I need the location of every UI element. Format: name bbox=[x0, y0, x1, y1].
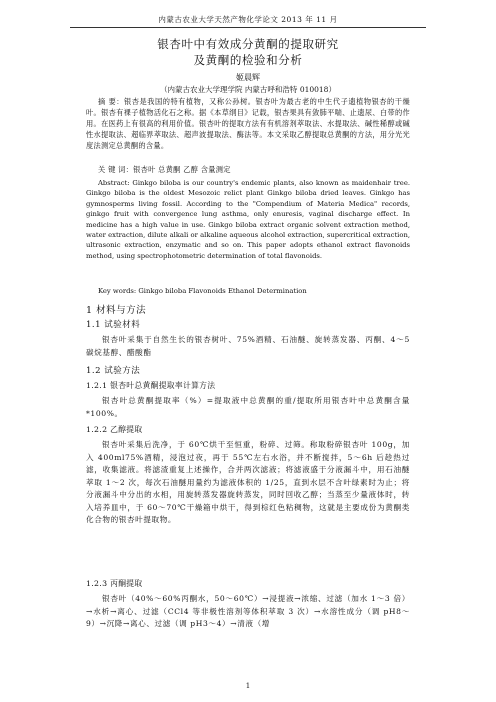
section-heading-1: 1 材料与方法 bbox=[86, 305, 147, 316]
keywords-english: Key words: Ginkgo biloba Flavonoids Ethanol Determination bbox=[98, 287, 307, 295]
paper-title-line-2: 及黄酮的检验和分析 bbox=[193, 53, 303, 67]
abstract-chinese: 摘 要：银杏是我国的特有植物，又称公孙树。银杏叶为最古老的中生代子遗植物银杏的干燥叶。银杏有裸子植物活化石之称。据《本草纲目》记载，银杏果具有敛肺平喘、止遗尿、白带的作用。在医药上有很高的利用价值。银杏叶的提取方法有有机溶剂萃取法、水提取法、碱性稀醇或碱性水提取法、超临界萃取法、超声波提取法、酶法等。本文采取乙醇提取总黄酮的方法，用分光光度法测定总黄酮的含量。 bbox=[86, 97, 410, 150]
abstract-english: Abstract: Ginkgo biloba is our country's endemic plants, also known as maidenhair tree. Ginkgo biloba is the oldest Mesozoic relict plant Ginkgo biloba dried leaves. Ginkgo has gymnosperms living fossil. According to the "Compendium of Materia Medica" records, ginkgo fruit with convergence lung asthma, only enuresis, vaginal discharge effect. In medicine has a high value in use. Ginkgo biloba extract organic solvent extraction method, water extraction, dilute alkali or alkaline aqueous alcohol extraction, supercritical extraction, ultrasonic extraction, enzymatic and so on. This paper adopts ethanol extract flavonoids method, using spectrophotometric determination of total flavonoids. bbox=[86, 179, 410, 260]
section-1-2-2-text: 银杏叶采集后洗净，于 60℃烘干至恒重，粉碎、过筛。称取粉碎银杏叶 100g，加入 400ml75%酒精，浸泡过夜，再于 55℃左右水浴，并不断搅拌，5～6h 后趁热过滤，收集滤液。将滤渣重复上述操作，合并两次滤液；将滤液盛于分液漏斗中，用石油醚萃取 1～2 次，每次石油醚用量约为滤液体积的 1/25，直到水层不含叶绿素时为止；将分液漏斗中分出的水相，用旋转蒸发器旋转蒸发，同时回收乙醇；当蒸至少量液体时，转入培养皿中，于 60～70℃干燥箱中烘干，得到棕红色粘稠物，这就是主要成份为黄酮类化合物的银杏叶提取物。 bbox=[86, 440, 410, 524]
section-heading-1-1: 1.1 试验材料 bbox=[86, 320, 141, 330]
keywords-chinese: 关 键 词：银杏叶 总黄酮 乙醇 含量测定 bbox=[98, 165, 231, 174]
section-1-2-1-text: 银杏叶总黄酮提取率（%）=提取液中总黄酮的重/提取所用银杏叶中总黄酮含量*100%。 bbox=[86, 396, 410, 418]
section-heading-1-2-1: 1.2.1 银杏叶总黄酮提取率计算方法 bbox=[86, 381, 216, 390]
section-1-1-text: 银杏叶采集于自然生长的银杏树叶、75%酒精、石油醚、旋转蒸发器、丙酮、4～5 碳烷基醇、醋酸酯 bbox=[86, 335, 410, 357]
section-heading-1-2-3: 1.2.3 丙酮提取 bbox=[86, 579, 143, 588]
running-header: 内蒙古农业大学天然产物化学论文 2013 年 11 月 bbox=[70, 14, 426, 28]
page-number: 1 bbox=[245, 682, 251, 690]
section-heading-1-2-2: 1.2.2 乙醇提取 bbox=[86, 425, 143, 434]
section-1-2-3-text: 银杏叶（40%～60%丙酮水，50～60℃）→浸提液→浓缩、过滤（加水 1～3 倍）→水析→离心、过滤（CCl4 等非极性溶剂等体积萃取 3 次）→水溶性成分（调 pH8～9）→沉降→离心、过滤（调 pH3～4）→清液（增 bbox=[86, 594, 410, 628]
affiliation: （内蒙古农业大学理学院 内蒙古呼和浩特 010018） bbox=[160, 85, 336, 94]
paper-title-line-1: 银杏叶中有效成分黄酮的提取研究 bbox=[157, 37, 339, 51]
author: 姬晨辉 bbox=[236, 73, 260, 82]
section-heading-1-2: 1.2 试验方法 bbox=[86, 366, 141, 376]
